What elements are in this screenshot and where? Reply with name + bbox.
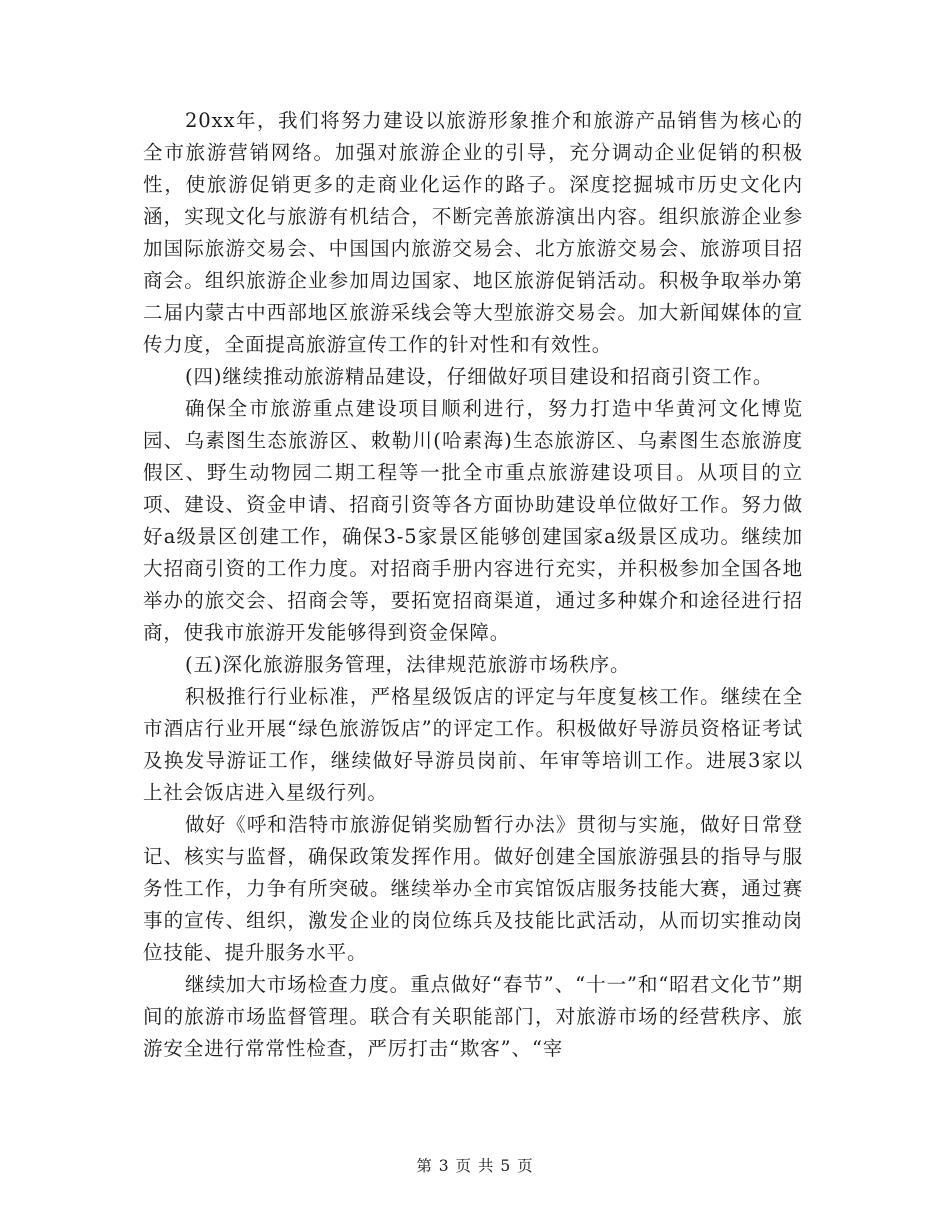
page-footer [0, 1154, 950, 1176]
section-heading-5: (五)深化旅游服务管理，法律规范旅游市场秩序。 [185, 653, 631, 676]
paragraph-marketing-network: 20xx年，我们将努力建设以旅游形象推介和旅游产品销售为核心的全市旅游营销网络。加强对旅游企业的引导，充分调动企业促销的积极性，使旅游促销更多的走商业化运作的路子。深度挖掘城市历史文化内涵，实现文化与旅游有机结合，不断完善旅游演出内容。组织旅游企业参加国际旅游交易会、中国国内旅游交易会、北方旅游交易会、旅游项目招商会。组织旅游企业参加周边国家、地区旅游促销活动。积极争取举办第二届内蒙古中西部地区旅游采线会等大型旅游交易会。加大新闻媒体的宣传力度，全面提高旅游宣传工作的针对性和有效性。 [143, 109, 803, 356]
paragraph-market-inspection: 继续加大市场检查力度。重点做好“春节”、“十一”和“昭君文化节”期间的旅游市场监督管理。联合有关职能部门，对旅游市场的经营秩序、旅游安全进行常常性检查，严厉打击“欺客”、“宰 [143, 973, 803, 1060]
page-number-label: 第 3 页 共 5 页 [416, 1157, 534, 1175]
document-body [143, 105, 803, 1065]
paragraph-promotion-policy: 做好《呼和浩特市旅游促销奖励暂行办法》贯彻与实施，做好日常登记、核实与监督，确保政策发挥作用。做好创建全国旅游强县的指导与服务性工作，力争有所突破。继续举办全市宾馆饭店服务技能大赛，通过赛事的宣传、组织，激发企业的岗位练兵及技能比武活动，从而切实推动岗位技能、提升服务水平。 [143, 813, 803, 964]
paragraph-key-projects: 确保全市旅游重点建设项目顺利进行，努力打造中华黄河文化博览园、乌素图生态旅游区、敕勒川(哈素海)生态旅游区、乌素图生态旅游度假区、野生动物园二期工程等一批全市重点旅游建设项目。从项目的立项、建设、资金申请、招商引资等各方面协助建设单位做好工作。努力做好a级景区创建工作，确保3-5家景区能够创建国家a级景区成功。继续加大招商引资的工作力度。对招商手册内容进行充实，并积极参加全国各地举办的旅交会、招商会等，要拓宽招商渠道，通过多种媒介和途径进行招商，使我市旅游开发能够得到资金保障。 [143, 397, 803, 644]
section-heading-4: (四)继续推动旅游精品建设，仔细做好项目建设和招商引资工作。 [185, 365, 774, 388]
paragraph-industry-standards: 积极推行行业标准，严格星级饭店的评定与年度复核工作。继续在全市酒店行业开展“绿色旅游饭店”的评定工作。积极做好导游员资格证考试及换发导游证工作，继续做好导游员岗前、年审等培训工作。进展3家以上社会饭店进入星级行列。 [143, 685, 803, 804]
